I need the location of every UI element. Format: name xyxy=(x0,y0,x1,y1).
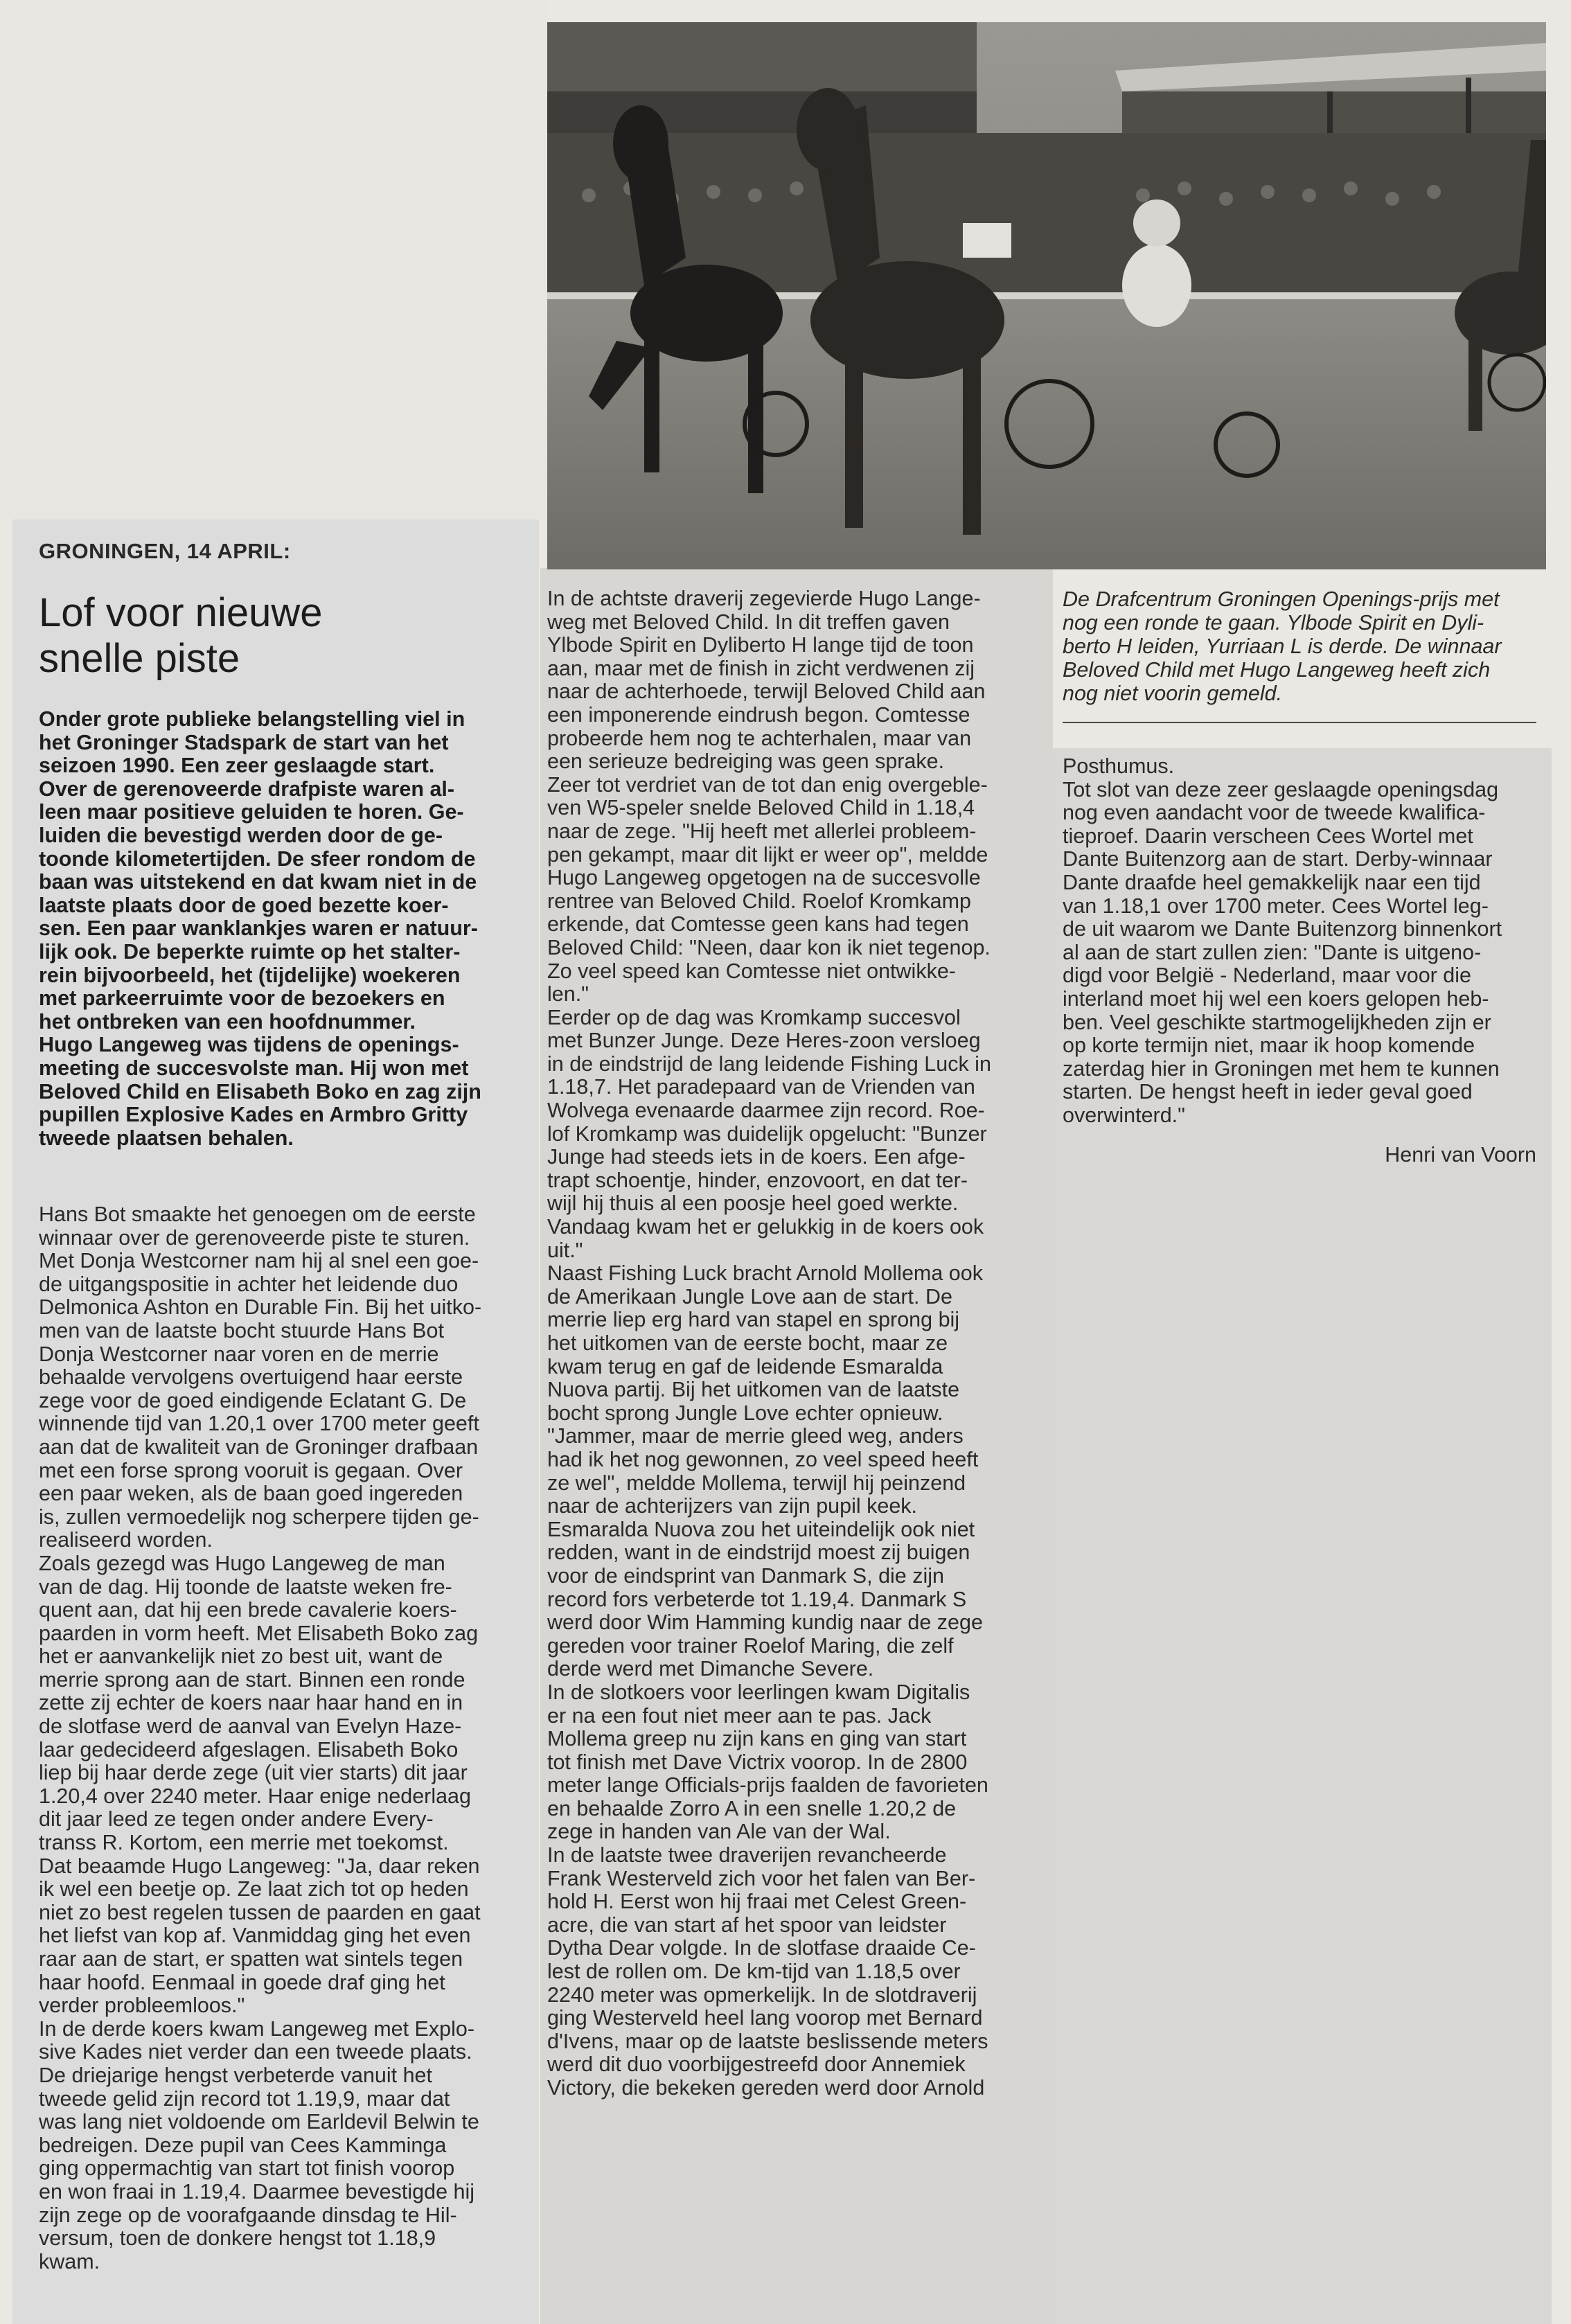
author-signature: Henri van Voorn xyxy=(1385,1143,1536,1167)
photo-caption: De Drafcentrum Groningen Openings-prijs met nog een ronde te gaan. Ylbode Spirit en Dyli- berto H leiden, Yurriaan L is derde. De winnaar Beloved Child met Hugo Langeweg heeft zich nog niet voorin gemeld. xyxy=(1063,587,1502,705)
article-column-1 xyxy=(39,1203,517,2273)
race-photo xyxy=(547,22,1546,569)
article-headline: Lof voor nieuwe snelle piste xyxy=(39,590,323,681)
article-column-2 xyxy=(547,587,1025,2100)
article-column-3 xyxy=(1063,755,1536,1128)
column-2-body: In de achtste draverij zegevierde Hugo Lange- weg met Beloved Child. In dit treffen gaven Ylbode Spirit en Dyliberto H lange tijd de toon aan, maar met de finish in zicht verdwenen zij naar de achterhoede, terwijl Beloved Child aan een imponerende eindrush begon. Comtesse probeerde hem nog te achterhalen, maar van een serieuze bedreiging was geen sprake. Zeer tot verdriet van de tot dan enig overgeble- ven W5-speler snelde Beloved Child in 1.18,4 naar de zege. "Hij heeft met allerlei probleem- pen gekampt, maar dit lijkt er weer op", meldde Hugo Langeweg opgetogen na de succesvolle rentree van Beloved Child. Roelof Kromkamp erkende, dat Comtesse geen kans had tegen Beloved Child: "Neen, daar kon ik niet tegenop. Zo veel speed kan Comtesse niet ontwikke- len." Eerder op de dag was Kromkamp succesvol met Bunzer Junge. Deze Heres-zoon versloeg in de eindstrijd de lang leidende Fishing Luck in 1.18,7. Het paradepaard van de Vrienden van Wolvega evenaarde daarmee zijn record. Roe- lof Kromkamp was duidelijk opgelucht: "Bunzer Junge had steeds iets in de koers. Een afge- trapt schoentje, hinder, enzovoort, en dat ter- wijl hij thuis al een poosje heel goed werkte. Vandaag kwam het er gelukkig in de koers ook uit." Naast Fishing Luck bracht Arnold Mollema ook de Amerikaan Jungle Love aan de start. De merrie liep erg hard van stapel en sprong bij het uitkomen van de eerste bocht, maar ze kwam terug en gaf de leidende Esmaralda Nuova partij. Bij het uitkomen van de laatste bocht sprong Jungle Love echter opnieuw. "Jammer, maar de merrie gleed weg, anders had ik het nog gewonnen, zo veel speed heeft ze wel", meldde Mollema, terwijl hij peinzend naar de achterijzers van zijn pupil keek. Esmaralda Nuova zou het uiteindelijk ook niet redden, want in de eindstrijd moest zij buigen voor de eindsprint van Danmark S, die zijn record fors verbeterde tot 1.19,4. Danmark S werd door Wim Hamming kundig naar de zege gereden voor trainer Roelof Maring, die zelf derde werd met Dimanche Severe. In de slotkoers voor leerlingen kwam Digitalis er na een fout niet meer aan te pas. Jack Mollema greep nu zijn kans en ging van start tot finish met Dave Victrix voorop. In de 2800 meter lange Officials-prijs faalden de favorieten en behaalde Zorro A in een snelle 1.20,2 de zege in handen van Ale van der Wal. In de laatste twee draverijen revancheerde Frank Westerveld zich voor het falen van Ber- hold H. Eerst won hij fraai met Celest Green- acre, die van start af het spoor van leidster Dytha Dear volgde. In de slotfase draaide Ce- lest de rollen om. De km-tijd van 1.18,5 over 2240 meter was opmerkelijk. In de slotdraverij ging Westerveld heel lang voorop met Bernard d'Ivens, maar op de laatste beslissende meters werd dit duo voorbijgestreefd door Annemiek Victory, die bekeken gereden werd door Arnold xyxy=(547,587,991,2100)
article-dateline: GRONINGEN, 14 APRIL: xyxy=(39,539,291,563)
article-lead: Onder grote publieke belangstelling viel in het Groninger Stadspark de start van het seizoen 1990. Een zeer geslaagde start. Over de gerenoveerde drafpiste waren al- leen maar positieve geluiden te horen. Ge- luiden die bevestigd werden door de ge- toonde kilometertijden. De sfeer rondom de baan was uitstekend en dat kwam niet in de laatste plaats door de goed bezette koer- sen. Een paar wanklankjes waren er natuur- lijk ook. De beperkte ruimte op het stalter- rein bijvoorbeeld, het (tijdelijke) woekeren met parkeerruimte voor de bezoekers en het ontbreken van een hoofdnummer. Hugo Langeweg was tijdens de openings- meeting de succesvolste man. Hij won met Beloved Child en Elisabeth Boko en zag zijn pupillen Explosive Kades en Armbro Gritty tweede plaatsen behalen. xyxy=(39,707,481,1150)
paper-background-top-left xyxy=(0,0,547,520)
harness-race-illustration xyxy=(547,22,1546,569)
column-1-body: Hans Bot smaakte het genoegen om de eerste winnaar over de gerenoveerde piste te sturen. Met Donja Westcorner nam hij al snel een goe- de uitgangspositie in achter het leidende duo Delmonica Ashton en Durable Fin. Bij het uitko- men van de laatste bocht stuurde Hans Bot Donja Westcorner naar voren en de merrie behaalde vervolgens overtuigend haar eerste zege voor de goed eindigende Eclatant G. De winnende tijd van 1.20,1 over 1700 meter geeft aan dat de kwaliteit van de Groninger drafbaan met een forse sprong vooruit is gegaan. Over een paar weken, als de baan goed ingereden is, zullen vermoedelijk nog scherpere tijden ge- realiseerd worden. Zoals gezegd was Hugo Langeweg de man van de dag. Hij toonde de laatste weken fre- quent aan, dat hij een brede cavalerie koers- paarden in vorm heeft. Met Elisabeth Boko zag het er aanvankelijk niet zo best uit, want de merrie sprong aan de start. Binnen een ronde zette zij echter de koers naar haar hand en in de slotfase werd de aanval van Evelyn Haze- laar gedecideerd afgeslagen. Elisabeth Boko liep bij haar derde zege (uit vier starts) dit jaar 1.20,4 over 2240 meter. Haar enige nederlaag dit jaar leed ze tegen onder andere Every- transs R. Kortom, een merrie met toekomst. Dat beaamde Hugo Langeweg: "Ja, daar reken ik wel een beetje op. Ze laat zich tot op heden niet zo best regelen tussen de paarden en gaat het liefst van kop af. Vanmiddag ging het even raar aan de start, er spatten wat sintels tegen haar hoofd. Eenmaal in goede draf ging het verder probleemloos." In de derde koers kwam Langeweg met Explo- sive Kades niet verder dan een tweede plaats. De driejarige hengst verbeterde vanuit het tweede gelid zijn record tot 1.19,9, maar dat was lang niet voldoende om Earldevil Belwin te bedreigen. Deze pupil van Cees Kamminga ging oppermachtig van start tot finish voorop en won fraai in 1.19,4. Daarmee bevestigde hij zijn zege op de voorafgaande dinsdag te Hil- versum, toen de donkere hengst tot 1.18,9 kwam. xyxy=(39,1203,482,2273)
column-3-body: Posthumus. Tot slot van deze zeer geslaagde openingsdag nog even aandacht voor de tweede kwalifica- tieproef. Daarin verscheen Cees Wortel met Dante Buitenzorg aan de start. Derby-winnaar Dante draafde heel gemakkelijk naar een tijd van 1.18,1 over 1700 meter. Cees Wortel leg- de uit waarom we Dante Buitenzorg binnenkort al aan de start zullen zien: "Dante is uitgeno- digd voor België - Nederland, maar voor die interland moet hij wel een koers gelopen heb- ben. Veel geschikte startmogelijkheden zijn er op korte termijn niet, maar ik hoop komende zaterdag hier in Groningen met hem te kunnen starten. De hengst heeft in ieder geval goed overwinterd." xyxy=(1063,754,1502,1127)
caption-divider xyxy=(1063,722,1536,723)
